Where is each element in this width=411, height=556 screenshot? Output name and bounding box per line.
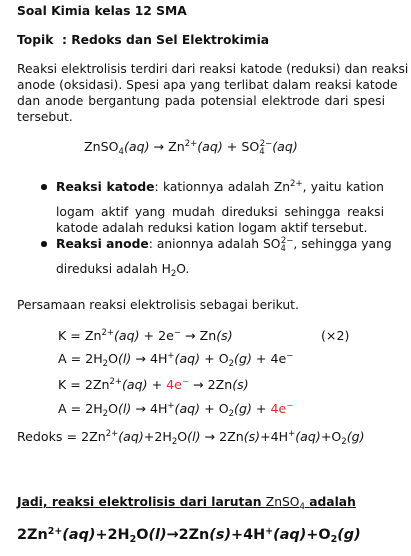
cathode-equation-1: $K = Zn^{2+}(aq) + 2e^- \to Zn(s)$ [58,328,233,343]
conclusion-text: Jadi, reaksi elektrolisis dari larutan ZnSO$_4$ adalah [17,495,356,512]
bullet-line: Reaksi anode: anionnya adalah $SO_4^{2-}$, sehingga yang [56,236,392,254]
multiplier-label: (×2) [321,328,350,343]
cancelled-electrons: 4e− [270,401,294,416]
anode-equation-2: $A = 2H_2O(l) \to 4H^+(aq) + O_2(g) + 4e^-$ [58,401,294,419]
bullet-dot [41,241,47,247]
bullet-line: katode adalah reduksi kation logam aktif tersebut. [56,221,368,235]
final-equation: $2Zn^{2+}(aq)+2H_2O(l)\to 2Zn(s)+4H^+(aq)+O_2(g)$ [17,526,361,545]
bullet-line: logam aktif yang mudah direduksi sehingga reaksi [56,205,384,219]
cathode-equation-2: $K = 2Zn^{2+}(aq) + 4e^- \to 2Zn(s)$ [58,377,249,392]
page-title: Soal Kimia kelas 12 SMA [17,4,187,18]
bullet-dot [41,184,47,190]
intro-line: tersebut. [17,110,73,124]
overall-redox-equation: Redoks = $2Zn^{2+}(aq)+2H_2O(l) \to 2Zn(s)+4H^+(aq)+O_2(g)$ [17,429,365,447]
topic-label: Topik [17,33,54,47]
bullet-anode [56,234,392,279]
bullet-line: Reaksi katode: kationnya adalah $Zn^{2+}$, yaitu kation [56,179,384,194]
intro-line: Reaksi elektrolisis terdiri dari reaksi katode (reduksi) dan reaksi [17,62,409,76]
equations-intro: Persamaan reaksi elektrolisis sebagai berikut. [17,298,299,312]
bullet-cathode [56,177,384,236]
anode-equation-1: $A = 2H_2O(l) \to 4H^+(aq) + O_2(g) + 4e^-$ [58,351,294,369]
topic-value: : Redoks dan Sel Elektrokimia [62,33,270,47]
cancelled-electrons: 4e− [166,377,190,392]
intro-line: anode (oksidasi). Spesi apa yang terlibat dalam reaksi katode [17,78,398,92]
bullet-line: direduksi adalah $H_2O$. [56,262,190,279]
intro-line: dan anode bergantung pada potensial elektrode dari spesi [17,94,385,108]
dissociation-equation: ZnSO$_4$(aq) → $Zn^{2+}(aq) + SO_4^{2-}(aq)$ [84,139,298,157]
intro-paragraph [17,61,409,125]
